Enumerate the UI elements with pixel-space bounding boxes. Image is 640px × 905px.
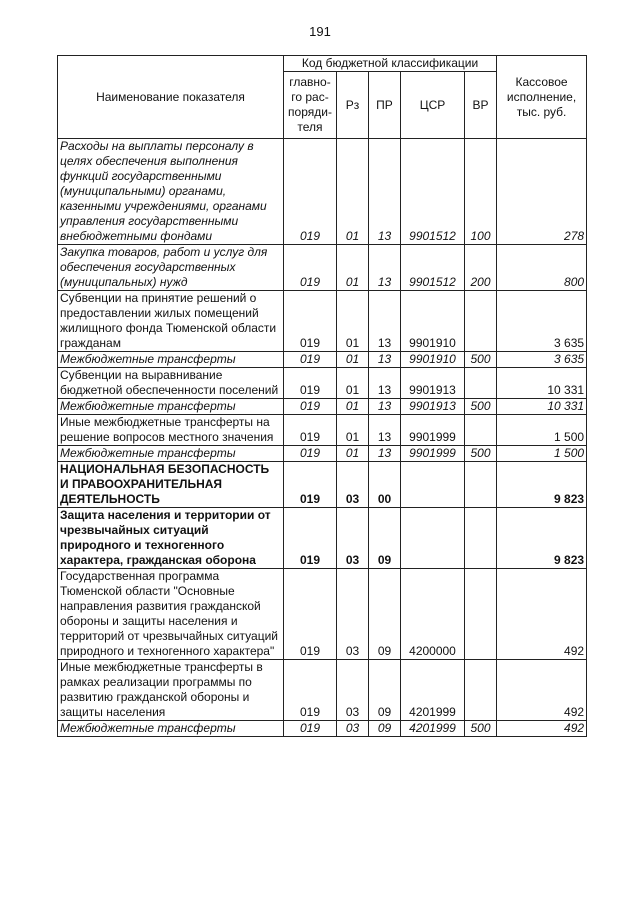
cell-csr: 9901910 — [401, 291, 465, 352]
table-row — [58, 569, 587, 660]
cell-name: Субвенции на выравнивание бюджетной обеспеченности поселений — [58, 368, 284, 399]
cell-amount: 10 331 — [497, 368, 587, 399]
cell-csr: 9901999 — [401, 446, 465, 462]
cell-pr: 09 — [369, 721, 401, 737]
table-row — [58, 291, 587, 352]
cell-amount: 9 823 — [497, 462, 587, 508]
cell-name: НАЦИОНАЛЬНАЯ БЕЗОПАСНОСТЬ И ПРАВООХРАНИТЕЛЬНАЯ ДЕЯТЕЛЬНОСТЬ — [58, 462, 284, 508]
cell-csr — [401, 508, 465, 569]
cell-vr: 200 — [465, 245, 497, 291]
cell-csr: 9901999 — [401, 415, 465, 446]
cell-csr: 4201999 — [401, 721, 465, 737]
cell-pr: 13 — [369, 399, 401, 415]
cell-name: Субвенции на принятие решений о предоставлении жилых помещений жилищного фонда Тюменской области гражданам — [58, 291, 284, 352]
cell-pr: 09 — [369, 569, 401, 660]
page-number: 191 — [309, 24, 331, 39]
cell-rz: 01 — [337, 352, 369, 368]
cell-amount: 9 823 — [497, 508, 587, 569]
cell-amount: 492 — [497, 569, 587, 660]
header-csr: ЦСР — [401, 72, 465, 139]
cell-grbs: 019 — [284, 462, 337, 508]
table-row — [58, 245, 587, 291]
cell-name: Государственная программа Тюменской области "Основные направления развития гражданской обороны и защиты населения и территорий от чрезвычайных ситуаций природного и техногенного характера" — [58, 569, 284, 660]
cell-name: Иные межбюджетные трансферты в рамках реализации программы по развитию гражданской обороны и защиты населения — [58, 660, 284, 721]
header-pr: ПР — [369, 72, 401, 139]
cell-grbs: 019 — [284, 415, 337, 446]
cell-amount: 3 635 — [497, 291, 587, 352]
cell-grbs: 019 — [284, 721, 337, 737]
cell-amount: 1 500 — [497, 415, 587, 446]
budget-table — [57, 55, 587, 737]
cell-csr: 9901512 — [401, 245, 465, 291]
cell-name: Межбюджетные трансферты — [58, 399, 284, 415]
cell-vr — [465, 462, 497, 508]
cell-vr — [465, 415, 497, 446]
header-classification: Код бюджетной классификации — [284, 56, 497, 72]
cell-amount: 492 — [497, 721, 587, 737]
cell-csr — [401, 462, 465, 508]
header-rz: Рз — [337, 72, 369, 139]
cell-grbs: 019 — [284, 660, 337, 721]
cell-grbs: 019 — [284, 446, 337, 462]
cell-pr: 13 — [369, 446, 401, 462]
table-row — [58, 446, 587, 462]
table-row — [58, 399, 587, 415]
cell-name: Межбюджетные трансферты — [58, 721, 284, 737]
cell-amount: 1 500 — [497, 446, 587, 462]
header-vr: ВР — [465, 72, 497, 139]
cell-grbs: 019 — [284, 139, 337, 245]
cell-csr: 4200000 — [401, 569, 465, 660]
cell-rz: 01 — [337, 368, 369, 399]
cell-rz: 01 — [337, 415, 369, 446]
table-row — [58, 352, 587, 368]
cell-rz: 03 — [337, 660, 369, 721]
cell-grbs: 019 — [284, 399, 337, 415]
cell-name: Межбюджетные трансферты — [58, 446, 284, 462]
cell-name: Межбюджетные трансферты — [58, 352, 284, 368]
cell-amount: 3 635 — [497, 352, 587, 368]
cell-pr: 13 — [369, 245, 401, 291]
cell-amount: 492 — [497, 660, 587, 721]
cell-rz: 01 — [337, 399, 369, 415]
cell-grbs: 019 — [284, 291, 337, 352]
header-amount: Кассовое исполнение, тыс. руб. — [497, 56, 587, 139]
cell-name: Расходы на выплаты персоналу в целях обеспечения выполнения функций государственными (муниципальными) органами, казенными учреждениями, органами управления государственными внебюджетными фондами — [58, 139, 284, 245]
cell-grbs: 019 — [284, 569, 337, 660]
cell-rz: 03 — [337, 569, 369, 660]
cell-csr: 4201999 — [401, 660, 465, 721]
cell-rz: 01 — [337, 446, 369, 462]
cell-name: Закупка товаров, работ и услуг для обеспечения государственных (муниципальных) нужд — [58, 245, 284, 291]
cell-vr: 500 — [465, 721, 497, 737]
table-row — [58, 139, 587, 245]
cell-rz: 01 — [337, 291, 369, 352]
cell-name: Иные межбюджетные трансферты на решение вопросов местного значения — [58, 415, 284, 446]
cell-rz: 01 — [337, 245, 369, 291]
table-row — [58, 368, 587, 399]
table-row — [58, 462, 587, 508]
cell-csr: 9901512 — [401, 139, 465, 245]
cell-vr — [465, 508, 497, 569]
cell-pr: 13 — [369, 291, 401, 352]
cell-vr: 100 — [465, 139, 497, 245]
cell-csr: 9901913 — [401, 368, 465, 399]
cell-pr: 13 — [369, 368, 401, 399]
cell-rz: 01 — [337, 139, 369, 245]
cell-pr: 00 — [369, 462, 401, 508]
cell-vr — [465, 368, 497, 399]
cell-grbs: 019 — [284, 245, 337, 291]
table-row — [58, 721, 587, 737]
cell-amount: 278 — [497, 139, 587, 245]
cell-rz: 03 — [337, 508, 369, 569]
cell-grbs: 019 — [284, 352, 337, 368]
cell-vr — [465, 569, 497, 660]
header-grbs: главно-го рас-поряди-теля — [284, 72, 337, 139]
cell-name: Защита населения и территории от чрезвычайных ситуаций природного и техногенного характера, гражданская оборона — [58, 508, 284, 569]
table-row — [58, 660, 587, 721]
cell-grbs: 019 — [284, 508, 337, 569]
cell-pr: 09 — [369, 660, 401, 721]
cell-vr: 500 — [465, 352, 497, 368]
cell-amount: 10 331 — [497, 399, 587, 415]
cell-pr: 13 — [369, 352, 401, 368]
cell-grbs: 019 — [284, 368, 337, 399]
cell-vr — [465, 660, 497, 721]
cell-vr: 500 — [465, 446, 497, 462]
cell-csr: 9901910 — [401, 352, 465, 368]
cell-rz: 03 — [337, 721, 369, 737]
cell-pr: 13 — [369, 415, 401, 446]
cell-pr: 09 — [369, 508, 401, 569]
cell-csr: 9901913 — [401, 399, 465, 415]
cell-rz: 03 — [337, 462, 369, 508]
header-name: Наименование показателя — [58, 56, 284, 139]
cell-vr: 500 — [465, 399, 497, 415]
table-row — [58, 415, 587, 446]
table-row — [58, 508, 587, 569]
cell-amount: 800 — [497, 245, 587, 291]
cell-pr: 13 — [369, 139, 401, 245]
cell-vr — [465, 291, 497, 352]
